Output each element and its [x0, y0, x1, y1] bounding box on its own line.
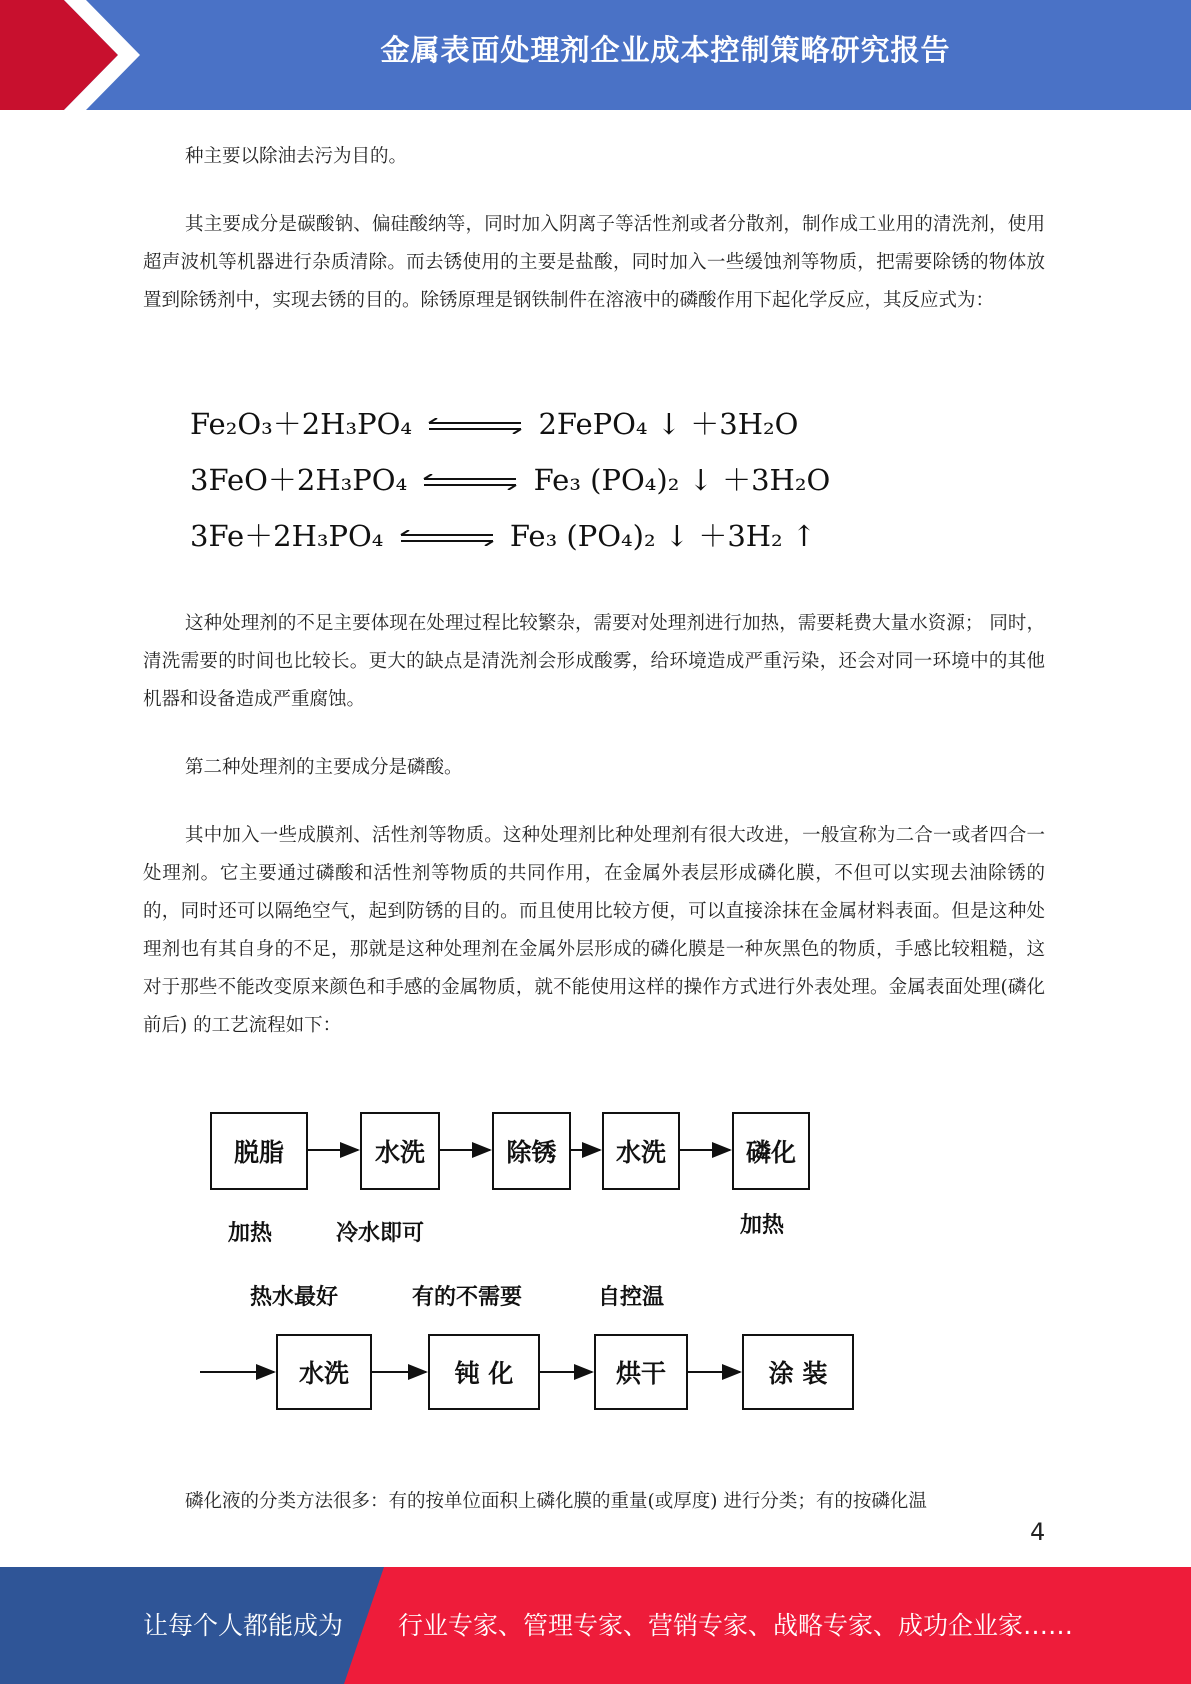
flow-step-rinse-1: 水洗 — [360, 1112, 440, 1190]
page-title: 金属表面处理剂企业成本控制策略研究报告 — [380, 33, 951, 67]
flow-note: 加热 — [228, 1221, 273, 1246]
flow-step-degrease: 脱脂 — [210, 1112, 308, 1190]
paragraph-6 — [143, 1483, 1045, 1521]
equation-3 — [190, 508, 830, 564]
flow-step-dry: 烘干 — [594, 1334, 688, 1410]
equilibrium-arrow-icon — [420, 474, 520, 490]
flow-step-rinse-3: 水洗 — [276, 1334, 372, 1410]
flow-step-passivate: 钝 化 — [428, 1334, 540, 1410]
flow-step-rinse-2: 水洗 — [602, 1112, 680, 1190]
paragraph-text: 磷化液的分类方法很多：有的按单位面积上磷化膜的重量(或厚度) 进行分类；有的按磷化温 — [185, 1491, 927, 1512]
equation-lhs: 3Fe＋2H₃PO₄ — [190, 519, 384, 553]
paragraph-text: 第二种处理剂的主要成分是磷酸。 — [185, 757, 463, 778]
paragraph-2 — [143, 206, 1045, 320]
flow-note: 加热 — [740, 1213, 785, 1238]
flow-step-phosphate: 磷化 — [732, 1112, 810, 1190]
equation-rhs: 2FePO₄ ↓ ＋3H₂O — [538, 407, 799, 441]
flow-step-derust: 除锈 — [492, 1112, 571, 1190]
flow-note: 自控温 — [598, 1285, 665, 1310]
equation-lhs: Fe₂O₃＋2H₃PO₄ — [190, 407, 413, 441]
page-footer — [0, 1567, 1191, 1684]
paragraph-3 — [143, 605, 1045, 719]
flow-note: 冷水即可 — [336, 1221, 425, 1246]
paragraph-5 — [143, 817, 1045, 1045]
equilibrium-arrow-icon — [397, 530, 497, 546]
process-flowchart — [200, 1100, 920, 1420]
paragraph-1 — [143, 138, 1045, 176]
equation-lhs: 3FeO＋2H₃PO₄ — [190, 463, 408, 497]
paragraph-text: 种主要以除油去污为目的。 — [185, 146, 408, 167]
footer-slogan-right: 行业专家、管理专家、营销专家、战略专家、成功企业家…… — [398, 1611, 1074, 1640]
page-number: 4 — [1030, 1518, 1046, 1546]
footer-slogan-left: 让每个人都能成为 — [143, 1611, 344, 1640]
page-header — [0, 0, 1191, 110]
flow-step-coat: 涂 装 — [742, 1334, 854, 1410]
paragraph-4 — [143, 749, 1045, 787]
equation-rhs: Fe₃ (PO₄)₂ ↓ ＋3H₂O — [533, 463, 831, 497]
paragraph-text: 这种处理剂的不足主要体现在处理过程比较繁杂，需要对处理剂进行加热，需要耗费大量水资源； 同时，清洗需要的时间也比较长。更大的缺点是清洗剂会形成酸雾，给环境造成严重污染，还会对同一环境中的其他机器和设备造成严重腐蚀。 — [143, 613, 1045, 710]
flow-note: 有的不需要 — [412, 1285, 523, 1310]
equilibrium-arrow-icon — [425, 418, 525, 434]
flow-note: 热水最好 — [250, 1285, 339, 1310]
equation-2 — [190, 452, 830, 508]
equation-rhs: Fe₃ (PO₄)₂ ↓ ＋3H₂ ↑ — [509, 519, 817, 553]
reaction-equations — [190, 396, 830, 564]
paragraph-text: 其主要成分是碳酸钠、偏硅酸纳等，同时加入阴离子等活性剂或者分散剂，制作成工业用的清洗剂，使用超声波机等机器进行杂质清除。而去锈使用的主要是盐酸，同时加入一些缓蚀剂等物质，把需要除锈的物体放置到除锈剂中，实现去锈的目的。除锈原理是钢铁制件在溶液中的磷酸作用下起化学反应，其反应式为： — [143, 214, 1045, 311]
equation-1 — [190, 396, 830, 452]
paragraph-text: 其中加入一些成膜剂、活性剂等物质。这种处理剂比种处理剂有很大改进，一般宣称为二合一或者四合一处理剂。它主要通过磷酸和活性剂等物质的共同作用，在金属外表层形成磷化膜，不但可以实现去油除锈的的，同时还可以隔绝空气，起到防锈的目的。而且使用比较方便，可以直接涂抹在金属材料表面。但是这种处理剂也有其自身的不足，那就是这种处理剂在金属外层形成的磷化膜是一种灰黑色的物质，手感比较粗糙，这对于那些不能改变原来颜色和手感的金属物质，就不能使用这样的操作方式进行外表处理。金属表面处理(磷化前后) 的工艺流程如下： — [143, 825, 1045, 1036]
